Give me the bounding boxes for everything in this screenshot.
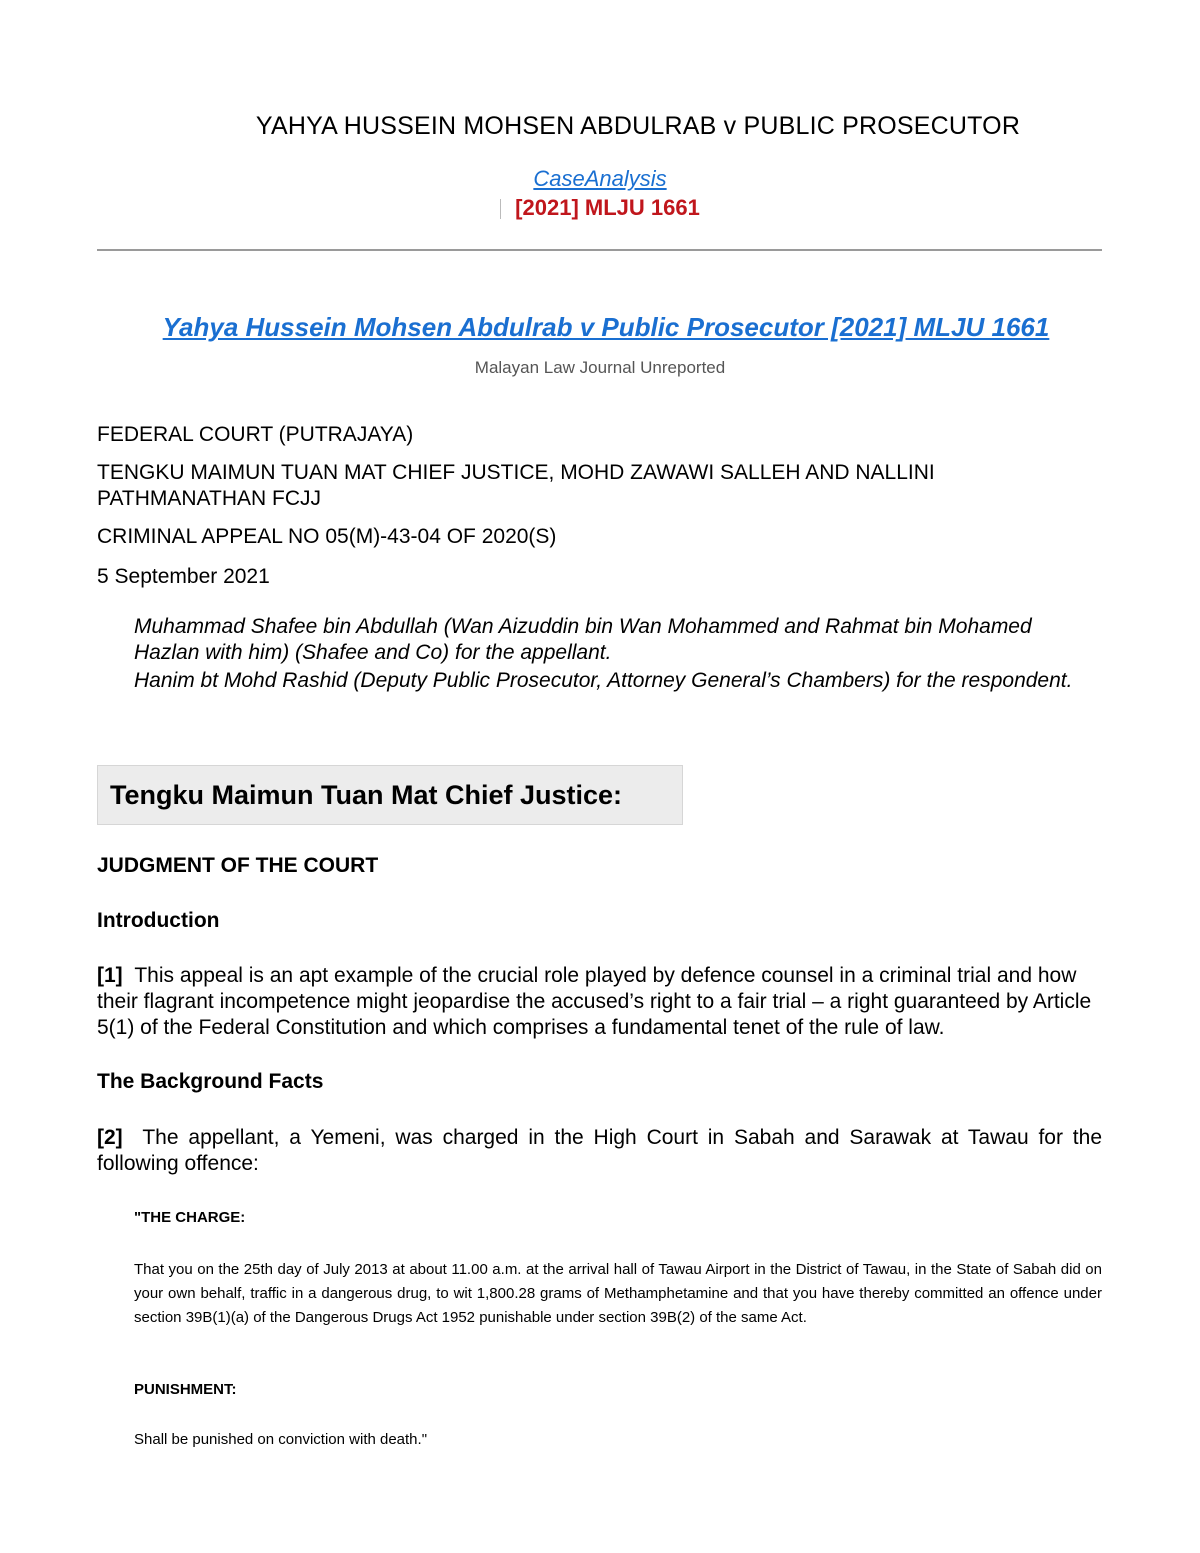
journal-name: Malayan Law Journal Unreported: [474, 358, 726, 377]
counsel-appellant: Muhammad Shafee bin Abdullah (Wan Aizuddin bin Wan Mohammed and Rahmat bin Mohamed Hazlan with him) (Shafee and Co) for the appellant.: [134, 615, 1032, 664]
citation: [2021] MLJU 1661: [515, 195, 700, 220]
punishment-text: Shall be punished on conviction with death.": [134, 1431, 428, 1448]
header-divider: [97, 249, 1102, 251]
appeal-number: CRIMINAL APPEAL NO 05(M)-43-04 OF 2020(S): [97, 525, 557, 548]
case-analysis-link-text[interactable]: CaseAnalysis: [533, 166, 667, 191]
punishment-heading: PUNISHMENT:: [134, 1381, 237, 1398]
paragraph-2-number: [2]: [97, 1126, 123, 1149]
paragraph-2-text: The appellant, a Yemeni, was charged in the High Court in Sabah and Sarawak at Tawau for the following offence:: [97, 1126, 1103, 1175]
court-name: FEDERAL COURT (PUTRAJAYA): [97, 423, 414, 446]
counsel-respondent: Hanim bt Mohd Rashid (Deputy Public Prosecutor, Attorney General’s Chambers) for the respondent.: [134, 669, 1073, 692]
judge-heading-box: [97, 765, 683, 825]
paragraph-1-text: This appeal is an apt example of the crucial role played by defence counsel in a criminal trial and how their flagrant incompetence might jeopardise the accused’s right to a fair trial – a right guaranteed by Article 5(1) of the Federal Constitution and which comprises a fundamental tenet of the rule of law.: [97, 964, 1092, 1039]
background-heading: The Background Facts: [97, 1070, 324, 1093]
document-title: YAHYA HUSSEIN MOHSEN ABDULRAB v PUBLIC PROSECUTOR: [255, 112, 1021, 140]
judgment-date: 5 September 2021: [97, 565, 270, 588]
paragraph-2: [97, 1125, 1102, 1177]
charge-heading: "THE CHARGE:: [134, 1209, 246, 1226]
citation-row: [0, 195, 1200, 221]
charge-text: That you on the 25th day of July 2013 at about 11.00 a.m. at the arrival hall of Tawau Airport in the District of Tawau, in the State of Sabah did on your own behalf, traffic in a dangerous drug, to wit 1,800.28 grams of Methamphetamine and that you have thereby committed an offence under section 39B(1)(a) of the Dangerous Drugs Act 1952 punishable under section 39B(2) of the same Act.: [134, 1261, 1102, 1326]
citation-divider: [500, 199, 501, 219]
case-analysis-link[interactable]: [0, 166, 1200, 192]
paragraph-1-number: [1]: [97, 964, 123, 987]
case-heading-link[interactable]: Yahya Hussein Mohsen Abdulrab v Public Prosecutor [2021] MLJU 1661: [162, 312, 1050, 342]
judgment-title: JUDGMENT OF THE COURT: [97, 854, 379, 877]
judges-list: TENGKU MAIMUN TUAN MAT CHIEF JUSTICE, MOHD ZAWAWI SALLEH AND NALLINI PATHMANATHAN FCJJ: [97, 461, 935, 510]
judge-heading: Tengku Maimun Tuan Mat Chief Justice:: [110, 780, 623, 810]
paragraph-1: [97, 963, 1102, 1041]
introduction-heading: Introduction: [97, 909, 220, 932]
